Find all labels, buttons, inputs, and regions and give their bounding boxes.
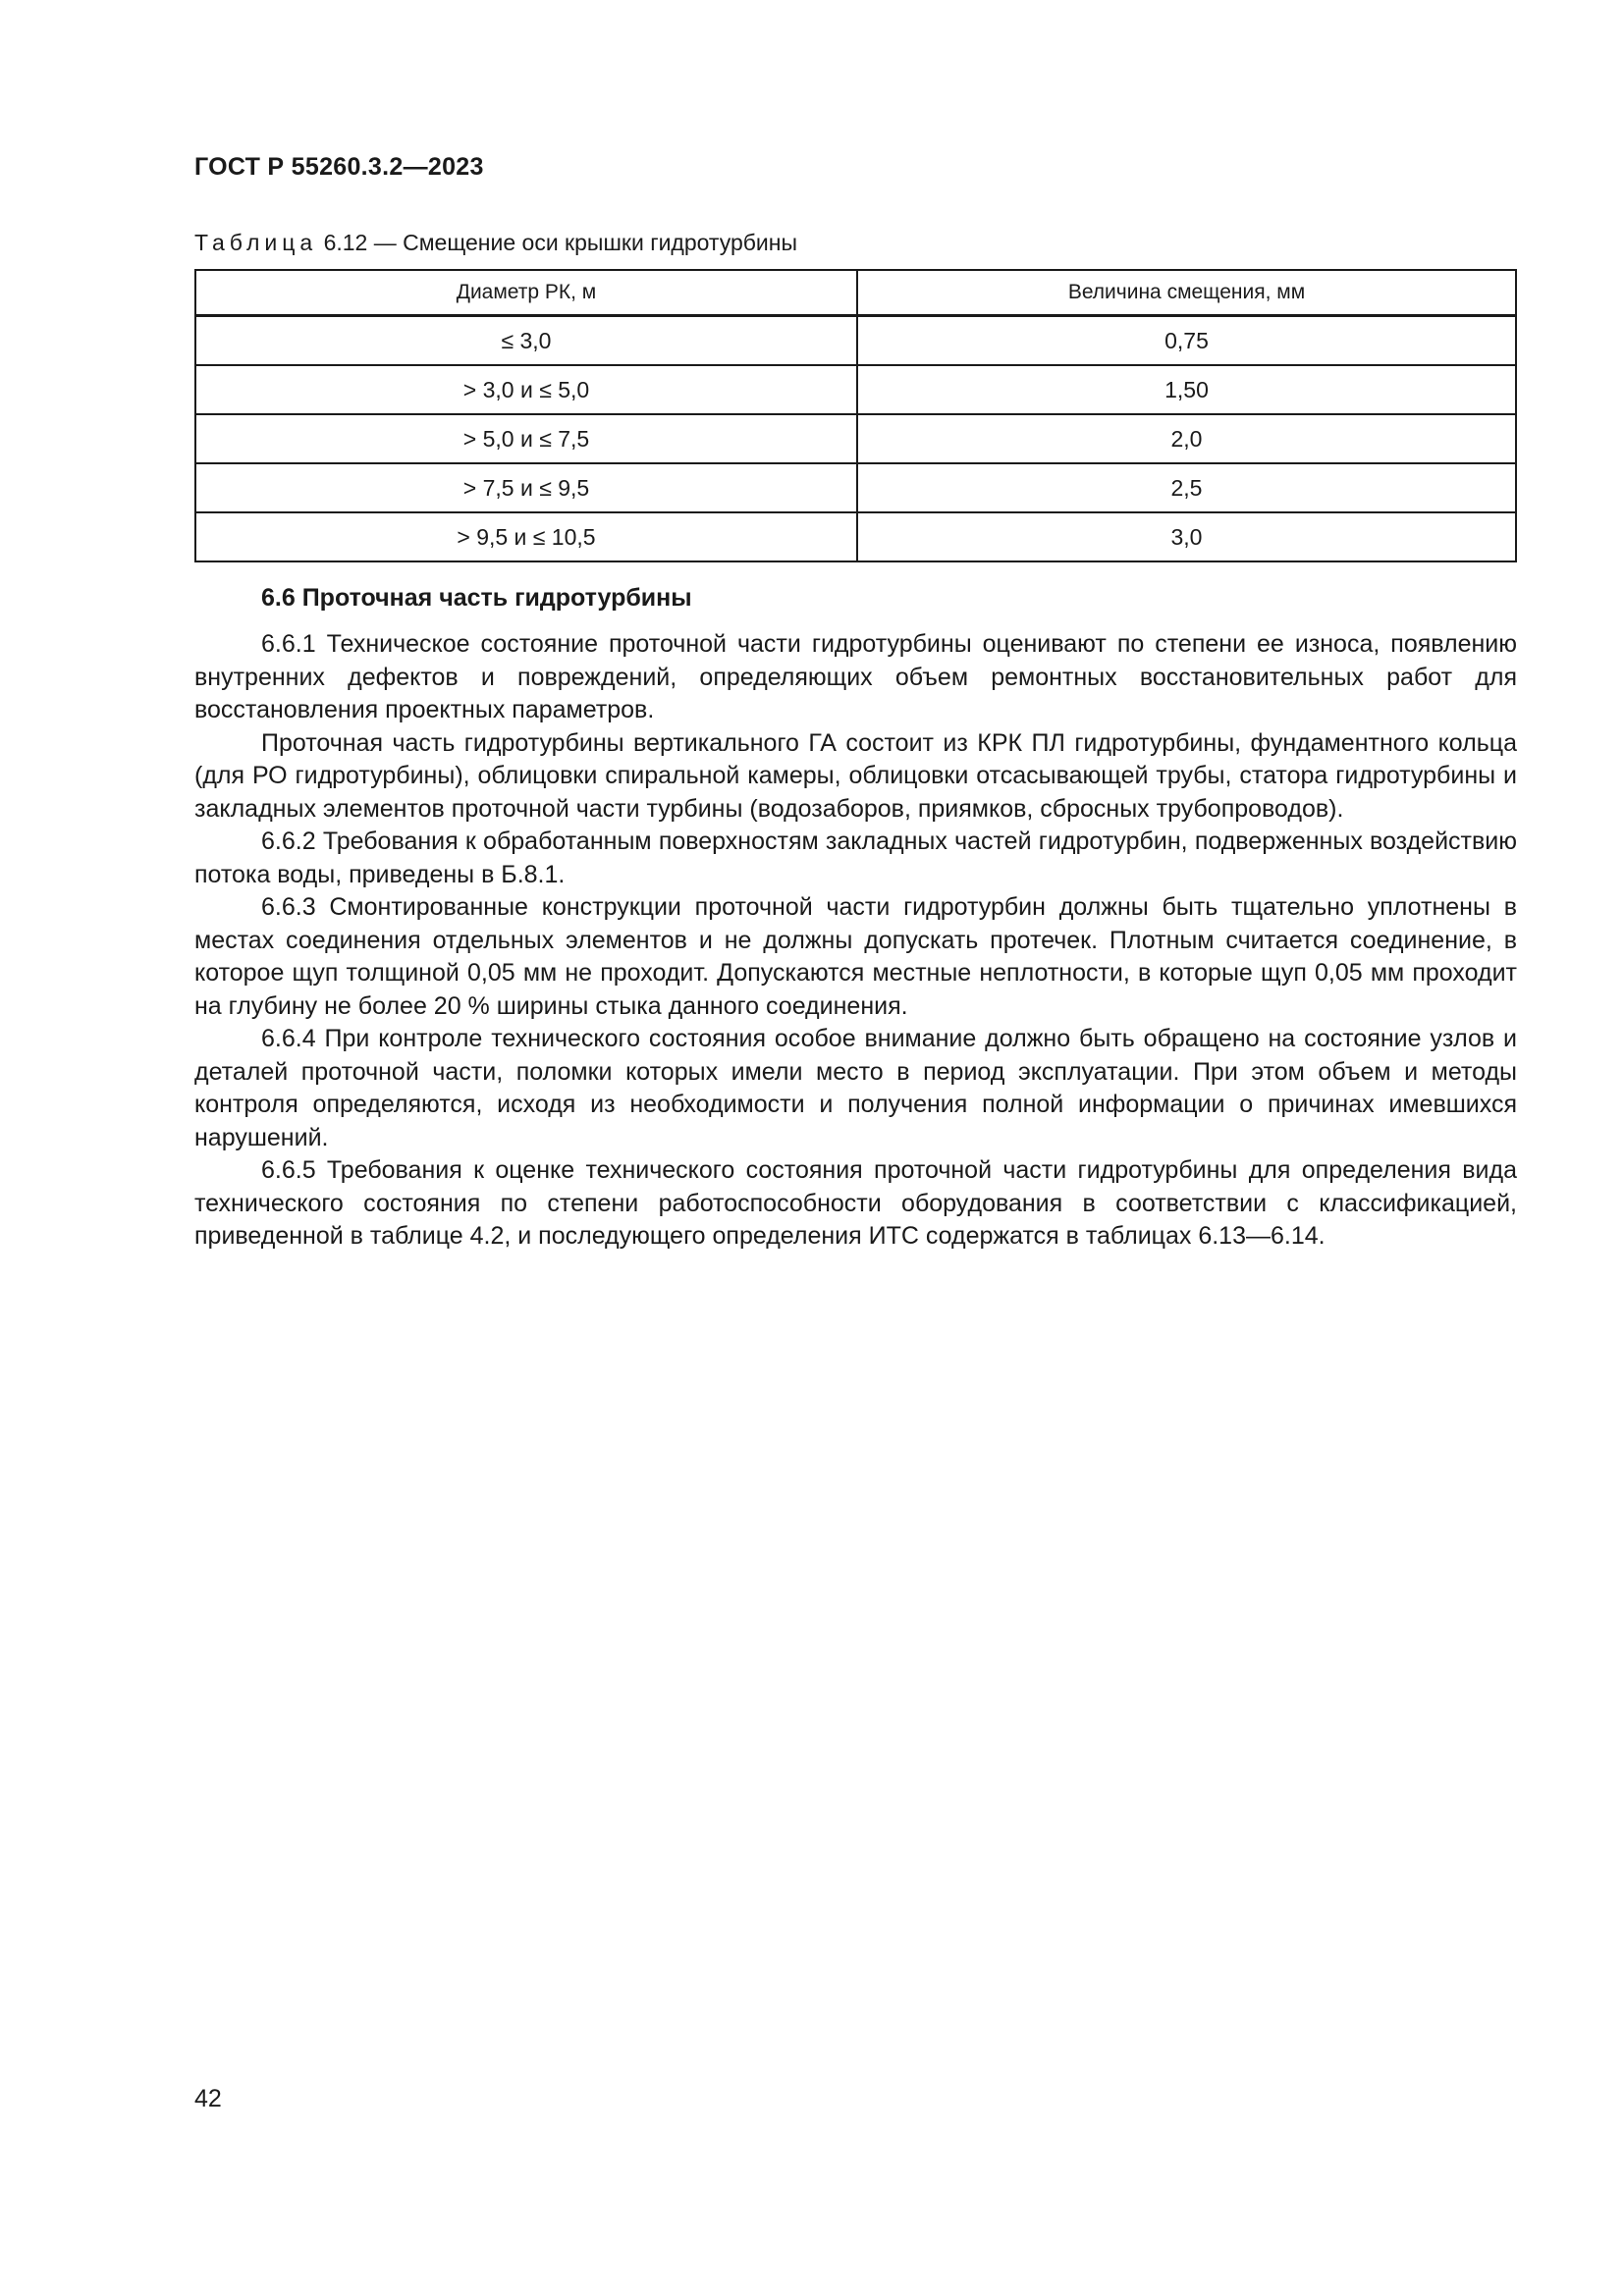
section-title: 6.6 Проточная часть гидротурбины	[261, 584, 692, 612]
standard-designation: ГОСТ Р 55260.3.2—2023	[194, 153, 484, 181]
table-caption-word: Таблица	[194, 230, 318, 255]
table-cell-offset: 2,0	[857, 414, 1516, 463]
table-row	[195, 414, 1516, 463]
paragraph-6-6-1: 6.6.1 Техническое состояние проточной части гидротурбины оценивают по степени ее износа, появлению внутренних дефектов и повреждений, определяющих объем ремонтных восстановительных работ для восстановления проектных параметров.	[194, 630, 1517, 723]
table-cell-offset: 0,75	[857, 316, 1516, 366]
table-cell-diameter: > 7,5 и ≤ 9,5	[195, 463, 857, 512]
table-row	[195, 463, 1516, 512]
table-caption-title: 6.12 — Смещение оси крышки гидротурбины	[317, 230, 798, 255]
table-cell-diameter: > 9,5 и ≤ 10,5	[195, 512, 857, 561]
paragraph-6-6-4: 6.6.4 При контроле технического состояния особое внимание должно быть обращено на состояние узлов и деталей проточной части, поломки которых имели место в период эксплуатации. При этом объем и методы контроля определяются, исходя из необходимости и получения полной информации о причинах имевшихся нарушений.	[194, 1025, 1517, 1151]
table-cell-diameter: ≤ 3,0	[195, 316, 857, 366]
table-row	[195, 316, 1516, 366]
column-header-offset: Величина смещения, мм	[857, 270, 1516, 316]
table-header-row	[195, 270, 1516, 316]
section-flow-path	[194, 581, 1517, 1254]
paragraph-6-6-2: 6.6.2 Требования к обработанным поверхностям закладных частей гидротурбин, подверженных воздействию потока воды, приведены в Б.8.1.	[194, 828, 1517, 888]
column-header-diameter: Диаметр РК, м	[195, 270, 857, 316]
table-cell-diameter: > 3,0 и ≤ 5,0	[195, 365, 857, 414]
table-cell-diameter: > 5,0 и ≤ 7,5	[195, 414, 857, 463]
table-row	[195, 365, 1516, 414]
table-cell-offset: 3,0	[857, 512, 1516, 561]
table-caption	[194, 230, 797, 256]
offset-table	[194, 269, 1517, 562]
table-row	[195, 512, 1516, 561]
page-number: 42	[194, 2085, 222, 2112]
paragraph-flow-path-composition: Проточная часть гидротурбины вертикального ГА состоит из КРК ПЛ гидротурбины, фундаментного кольца (для РО гидротурбины), облицовки спиральной камеры, облицовки отсасывающей трубы, статора гидротурбины и закладных элементов проточной части турбины (водозаборов, приямков, сбросных трубопроводов).	[194, 728, 1517, 823]
paragraph-6-6-3: 6.6.3 Смонтированные конструкции проточной части гидротурбин должны быть тщательно уплотнены в местах соединения отдельных элементов и не должны допускать протечек. Плотным считается соединение, в которое щуп толщиной 0,05 мм не проходит. Допускаются местные неплотности, в которые щуп 0,05 мм проходит на глубину не более 20 % ширины стыка данного соединения.	[194, 893, 1517, 1020]
table-cell-offset: 1,50	[857, 365, 1516, 414]
paragraph-6-6-5: 6.6.5 Требования к оценке технического состояния проточной части гидротурбины для определения вида технического состояния по степени работоспособности оборудования в соответствии с классификацией, приведенной в таблице 4.2, и последующего определения ИТС содержатся в таблицах 6.13—6.14.	[194, 1156, 1517, 1250]
table-cell-offset: 2,5	[857, 463, 1516, 512]
